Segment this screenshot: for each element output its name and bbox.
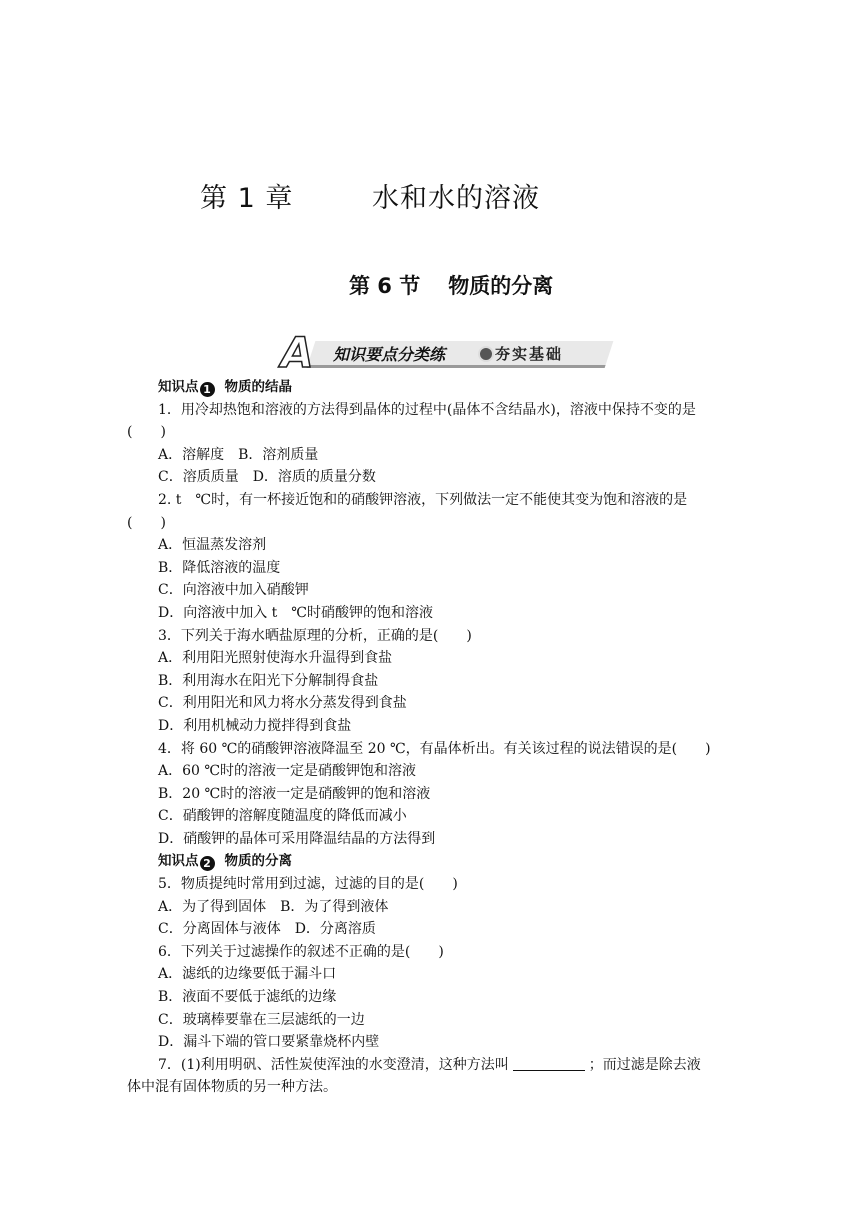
question-2-stem: 2. t ℃时，有一杯接近饱和的硝酸钾溶液，下列做法一定不能使其变为饱和溶液的是 (158, 491, 688, 508)
question-4-option-c: C．硝酸钾的溶解度随温度的降低而减小 (158, 808, 407, 825)
question-2-option-a: A．恒温蒸发溶剂 (158, 537, 267, 554)
practice-banner (281, 328, 613, 377)
section-title: 物质的分离 (448, 274, 554, 298)
answer-bracket: ( ) (127, 514, 166, 531)
number-circle-icon: 1 (200, 382, 215, 397)
question-3-option-d: D．利用机械动力搅拌得到食盐 (158, 717, 352, 734)
question-5-options-cd: C．分离固体与液体 D．分离溶质 (158, 921, 376, 938)
question-5-options-ab: A．为了得到固体 B．为了得到液体 (158, 898, 389, 915)
question-3-option-b: B．利用海水在阳光下分解制得食盐 (158, 672, 379, 689)
question-6-option-a: A．滤纸的边缘要低于漏斗口 (158, 966, 337, 983)
question-6-option-d: D．漏斗下端的管口要紧靠烧杯内壁 (158, 1034, 380, 1051)
section-number: 第 6 节 (349, 274, 421, 298)
question-1-stem: 1．用冷却热饱和溶液的方法得到晶体的过程中(晶体不含结晶水)，溶液中保持不变的是 (158, 401, 696, 418)
question-7-continuation: 体中混有固体物质的另一种方法。 (127, 1079, 337, 1096)
question-2-option-c: C．向溶液中加入硝酸钾 (158, 582, 309, 599)
question-3-option-c: C．利用阳光和风力将水分蒸发得到食盐 (158, 695, 407, 712)
knowledge-point-title: 物质的分离 (224, 853, 292, 870)
question-list (127, 376, 737, 1099)
number-circle-icon: 2 (200, 856, 215, 871)
question-3-stem: 3．下列关于海水晒盐原理的分析，正确的是( ) (158, 627, 472, 644)
question-7-text-b: ；而过滤是除去液 (588, 1056, 701, 1073)
chapter-heading (200, 176, 540, 215)
question-2-option-d: D．向溶液中加入 t ℃时硝酸钾的饱和溶液 (158, 604, 433, 621)
chapter-title: 水和水的溶液 (372, 183, 540, 214)
question-3-option-a: A．利用阳光照射使海水升温得到食盐 (158, 650, 393, 667)
fill-in-blank[interactable] (513, 1056, 585, 1071)
question-4-option-b: B．20 ℃时的溶液一定是硝酸钾的饱和溶液 (158, 785, 431, 802)
question-1-options-cd: C．溶质质量 D．溶质的质量分数 (158, 469, 376, 486)
question-6-option-b: B．液面不要低于滤纸的边缘 (158, 989, 337, 1006)
knowledge-point-2: 知识点 2 物质的分离 (158, 853, 292, 871)
question-4-option-d: D．硝酸钾的晶体可采用降温结晶的方法得到 (158, 830, 436, 847)
knowledge-point-title: 物质的结晶 (224, 379, 292, 395)
question-7-text-a: 7．(1)利用明矾、活性炭使浑浊的水变澄清，这种方法叫 (158, 1056, 509, 1073)
question-2-option-b: B．降低溶液的温度 (158, 559, 281, 576)
knowledge-point-1: 知识点 1 物质的结晶 (158, 379, 292, 396)
question-7-stem (127, 1054, 737, 1077)
answer-bracket: ( ) (127, 424, 166, 441)
banner-letter-logo: A (281, 328, 314, 377)
banner-left-text: 知识要点分类练 (333, 345, 446, 364)
question-1-options-ab: A．溶解度 B．溶剂质量 (158, 446, 319, 463)
question-6-stem: 6．下列关于过滤操作的叙述不正确的是( ) (158, 943, 444, 960)
question-4-stem: 4．将 60 ℃的硝酸钾溶液降温至 20 ℃，有晶体析出。有关该过程的说法错误的是( ) (158, 740, 711, 757)
banner-right-text: 夯实基础 (495, 345, 564, 363)
chapter-number: 第 1 章 (200, 183, 294, 214)
banner-dot-icon (478, 346, 494, 362)
question-5-stem: 5．物质提纯时常用到过滤，过滤的目的是( ) (158, 876, 458, 893)
question-4-option-a: A．60 ℃时的溶液一定是硝酸钾饱和溶液 (158, 763, 417, 780)
question-6-option-c: C．玻璃棒要靠在三层滤纸的一边 (158, 1011, 365, 1028)
section-heading (349, 270, 553, 300)
